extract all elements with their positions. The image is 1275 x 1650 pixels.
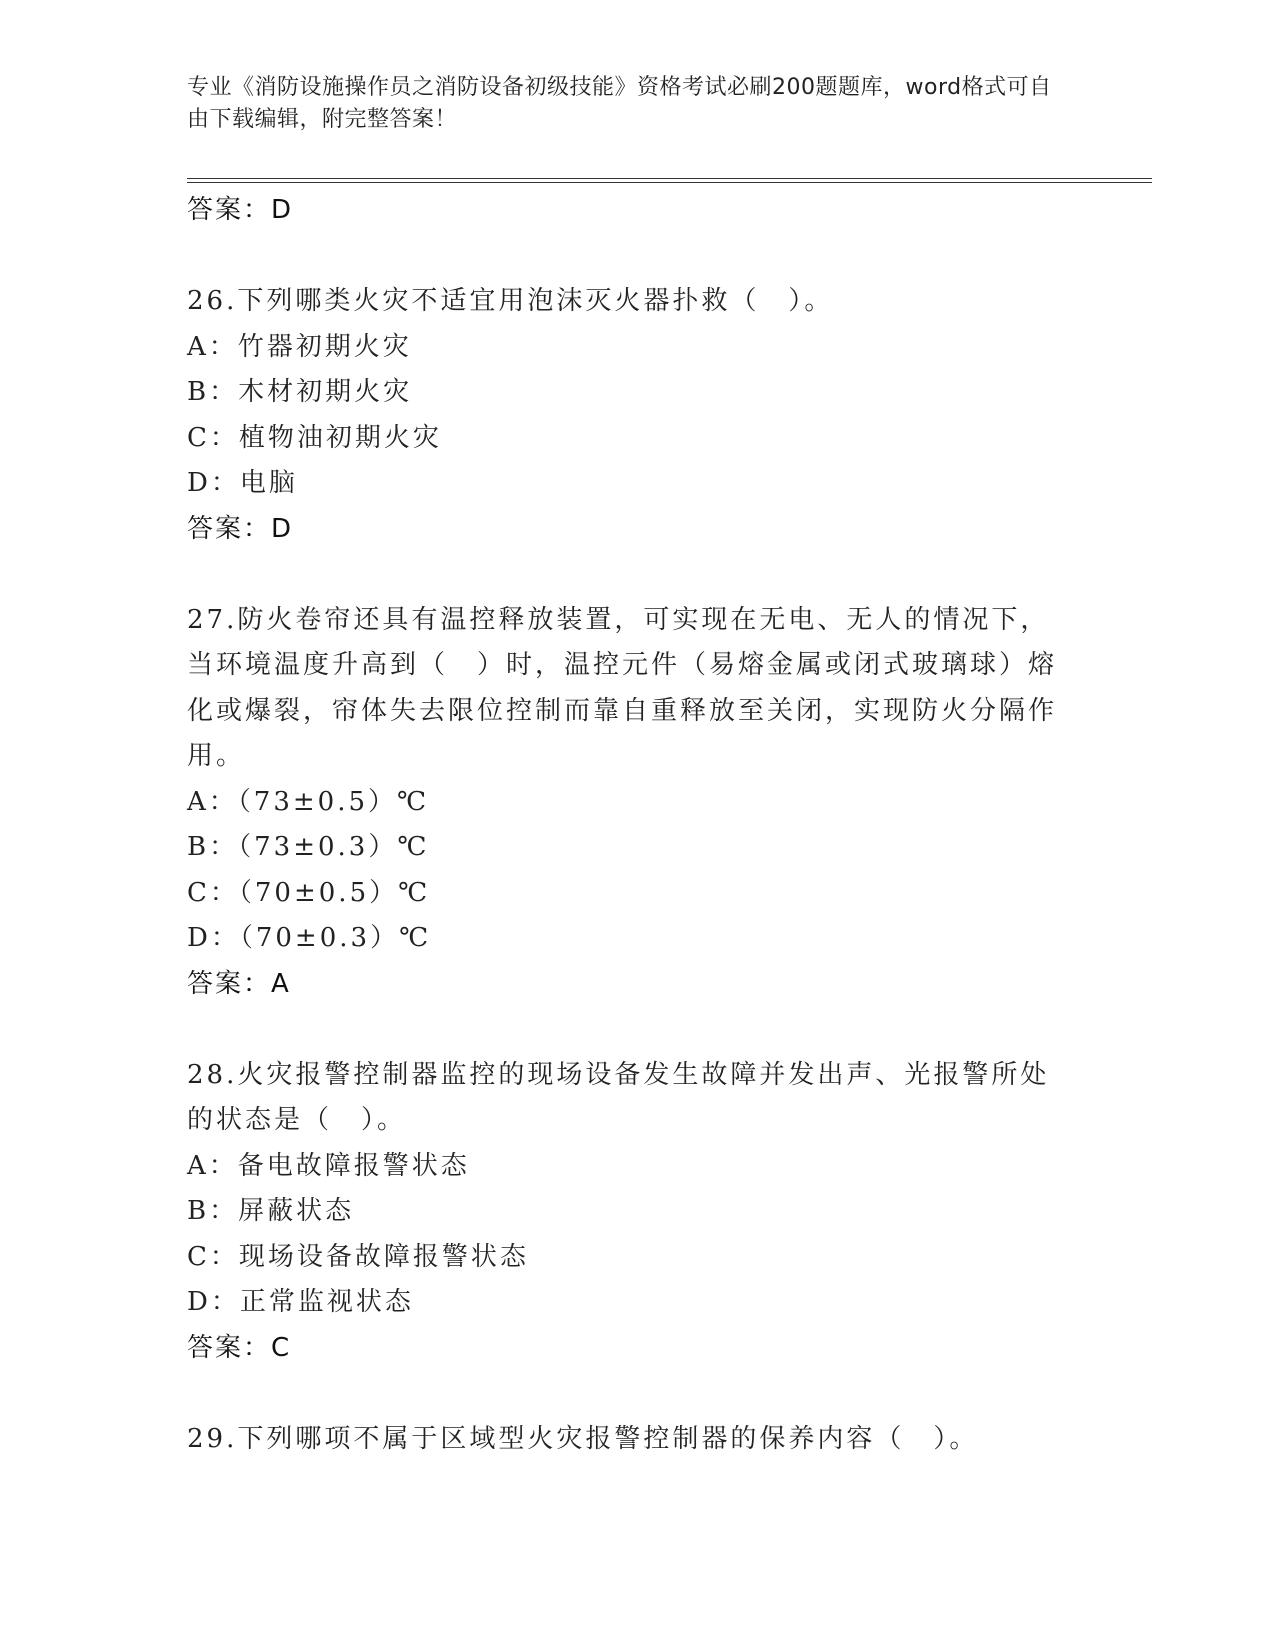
question-28 (187, 1053, 1087, 1371)
answer-q25: 答案：D (187, 195, 294, 225)
spacer (187, 1371, 1087, 1417)
page-header: 专业《消防设施操作员之消防设备初级技能》资格考试必刷200题题库，word格式可自由下载编辑，附完整答案！ (187, 75, 1052, 132)
option-b: B：（73±0.3）℃ (187, 832, 430, 862)
spacer (187, 233, 1087, 279)
option-d: D：正常监视状态 (187, 1287, 414, 1317)
question-content (187, 188, 1087, 1462)
question-29 (187, 1417, 1087, 1463)
option-a: A：竹器初期火灾 (187, 331, 412, 362)
option-d: D：（70±0.3）℃ (187, 923, 432, 953)
option-list (187, 1144, 1087, 1326)
question-stem: 26.下列哪类火灾不适宜用泡沫灭火器扑救（ ）。 (187, 286, 834, 316)
question-stem: 28.火灾报警控制器监控的现场设备发生故障并发出声、光报警所处的状态是（ ）。 (187, 1059, 1050, 1135)
option-d: D：电脑 (187, 468, 298, 498)
option-list (187, 325, 1087, 507)
option-c: C：现场设备故障报警状态 (187, 1241, 529, 1272)
answer-q26: 答案：D (187, 513, 294, 544)
answer-q27: 答案：A (187, 968, 291, 999)
header-double-rule (187, 178, 1152, 183)
answer-q28: 答案：C (187, 1332, 292, 1363)
question-stem: 27.防火卷帘还具有温控释放装置，可实现在无电、无人的情况下，当环境温度升高到（ ）时，温控元件（易熔金属或闭式玻璃球）熔化或爆裂，帘体失去限位控制而靠自重释放至关闭，实现防火分隔作用。 (187, 604, 1058, 771)
question-27 (187, 598, 1087, 1007)
question-26 (187, 279, 1087, 552)
option-b: B：木材初期火灾 (187, 377, 413, 407)
spacer (187, 552, 1087, 598)
spacer (187, 1007, 1087, 1053)
option-c: C：植物油初期火灾 (187, 422, 442, 453)
question-stem: 29.下列哪项不属于区域型火灾报警控制器的保养内容（ ）。 (187, 1423, 979, 1454)
option-c: C：（70±0.5）℃ (187, 877, 431, 908)
option-a: A：备电故障报警状态 (187, 1150, 470, 1181)
option-b: B：屏蔽状态 (187, 1196, 355, 1226)
option-a: A：（73±0.5）℃ (187, 786, 430, 817)
option-list (187, 780, 1087, 962)
